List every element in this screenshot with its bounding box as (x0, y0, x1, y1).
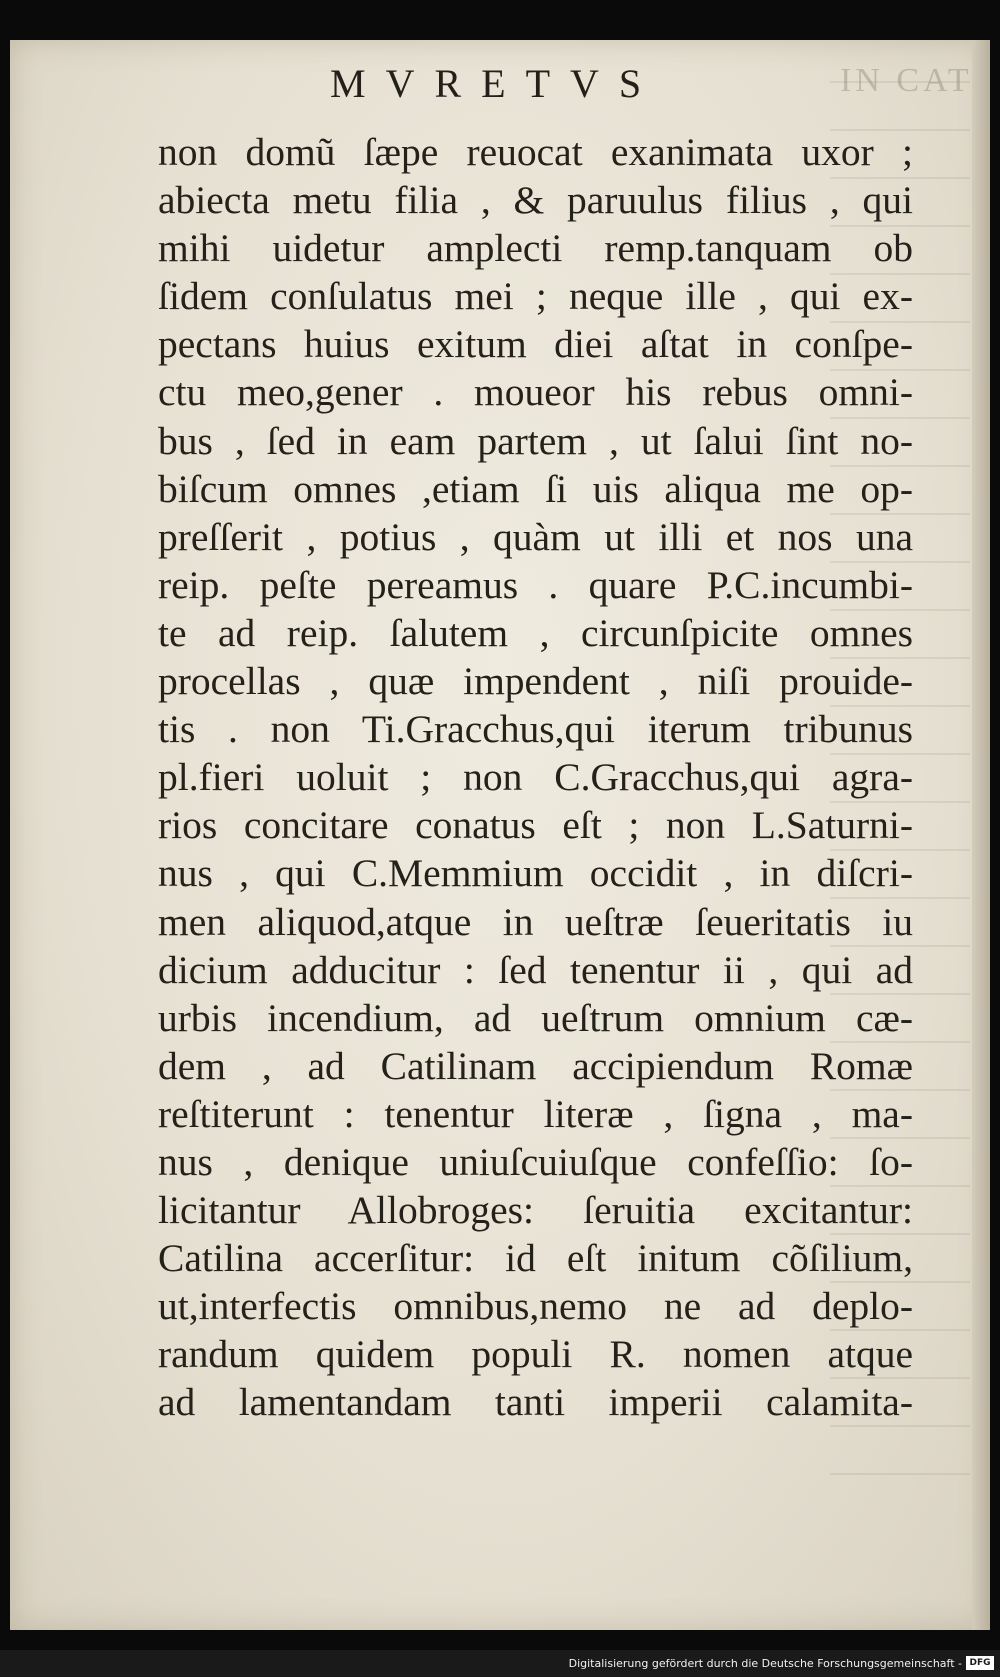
footer-credit: Digitalisierung gefördert durch die Deutsche Forschungsgemeinschaft - (568, 1657, 962, 1670)
text-line: ad lamentandam tanti imperii calamita- (158, 1380, 913, 1425)
text-line: bus , ſed in eam partem , ut ſalui ſint no- (158, 418, 913, 463)
text-line: reip. peſte pereamus . quare P.C.incumbi- (158, 562, 913, 607)
text-line: randum quidem populi R. nomen atque (158, 1332, 913, 1377)
text-line: ut,interfectis omnibus,nemo ne ad deplo- (158, 1284, 913, 1329)
text-line: non domũ ſæpe reuocat exanimata uxor ; (158, 130, 913, 174)
text-line: reſtiterunt : tenentur literæ , ſigna , ma- (158, 1091, 913, 1136)
text-line: tis . non Ti.Gracchus,qui iterum tribunus (158, 707, 913, 752)
text-line: ctu meo,gener . moueor his rebus omni- (158, 370, 913, 415)
text-line: abiecta metu filia , & paruulus filius , qui (158, 178, 913, 223)
text-line: biſcum omnes ,etiam ſi uis aliqua me op- (158, 466, 913, 511)
text-line: mihi uidetur amplecti remp.tanquam ob (158, 226, 913, 271)
text-line: pl.fieri uoluit ; non C.Gracchus,qui agra- (158, 755, 913, 800)
bleed-through-head: IN CAT (840, 62, 973, 99)
text-line: procellas , quæ impendent , niſi prouide- (158, 659, 913, 704)
text-line: urbis incendium, ad ueſtrum omnium cæ- (158, 995, 913, 1040)
text-line: men aliquod,atque in ueſtræ ſeueritatis iu (158, 899, 913, 944)
text-line: Catilina accerſitur: id eſt initum cõſilium, (158, 1236, 913, 1281)
dfg-logo: DFG (966, 1656, 994, 1670)
text-line: pectans huius exitum diei aſtat in conſpe- (158, 322, 913, 367)
body-text (158, 128, 913, 1427)
text-line: dicium adducitur : ſed tenentur ii , qui ad (158, 947, 913, 992)
text-line: te ad reip. ſalutem , circunſpicite omnes (158, 610, 913, 655)
text-line: ſidem conſulatus mei ; neque ille , qui ex- (158, 274, 913, 319)
page-edge (972, 40, 990, 1630)
text-line: nus , denique uniuſcuiuſque confeſſio: ſo- (158, 1139, 913, 1184)
text-line: preſſerit , potius , quàm ut illi et nos una (158, 514, 913, 559)
running-head: MVRETVS (330, 61, 662, 106)
text-line: nus , qui C.Memmium occidit , in diſcri- (158, 851, 913, 896)
text-line: dem , ad Catilinam accipiendum Romæ (158, 1043, 913, 1088)
text-line: licitantur Allobroges: ſeruitia excitantur: (158, 1188, 913, 1233)
text-line: rios concitare conatus eſt ; non L.Saturni- (158, 803, 913, 848)
